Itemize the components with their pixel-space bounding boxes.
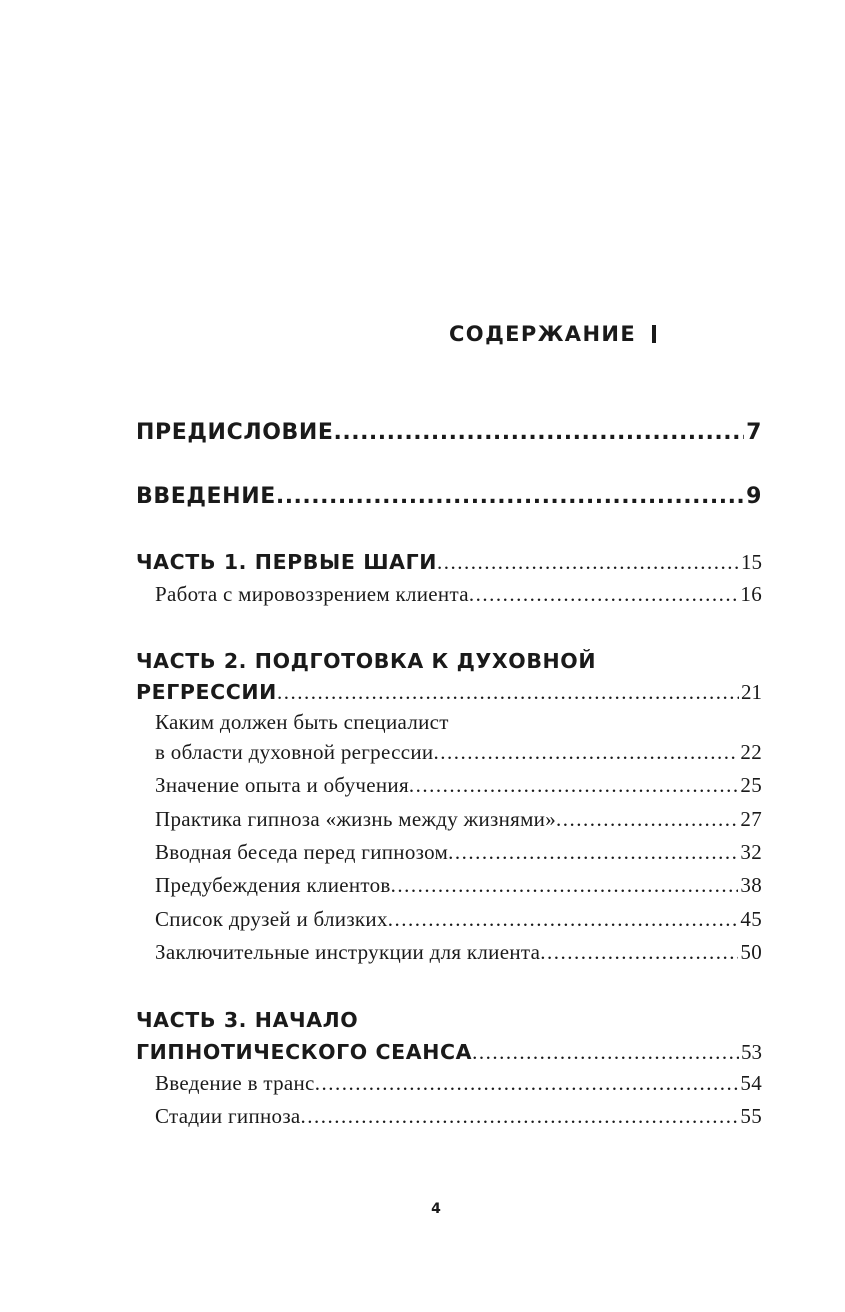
toc-entry-subsection [155, 582, 762, 607]
toc-entry-part-1 [136, 550, 762, 575]
toc-entry-page: 38 [740, 873, 762, 897]
leader-dots [277, 680, 739, 705]
toc-entry-subsection [155, 840, 762, 865]
toc-entry-page: 15 [741, 550, 762, 574]
toc-entry-title: Список друзей и близких [155, 907, 388, 931]
toc-entry-title: Работа с мировоззрением клиента [155, 582, 469, 606]
toc-entry-title: Стадии гипноза [155, 1104, 301, 1128]
toc-entry-subsection [155, 773, 762, 798]
toc-entry-page: 50 [740, 940, 762, 964]
page-number: 4 [431, 1201, 441, 1217]
toc-entry-subsection [155, 1071, 762, 1096]
toc-entry-title: ГИПНОТИЧЕСКОГО СЕАНСА [136, 1040, 473, 1064]
toc-entry-subsection [155, 740, 762, 765]
toc-entry-subsection [155, 907, 762, 932]
toc-entry-page: 7 [746, 420, 762, 445]
toc-heading-text: СОДЕРЖАНИЕ [449, 322, 637, 346]
leader-dots [409, 773, 738, 798]
toc-entry-title: Практика гипноза «жизнь между жизнями» [155, 807, 557, 831]
toc-entry-part-2 [136, 680, 762, 705]
toc-entry-page: 22 [740, 740, 762, 764]
heading-bar-mark [652, 325, 656, 343]
toc-entry-subsection [155, 807, 762, 832]
leader-dots [556, 807, 738, 832]
leader-dots [334, 420, 745, 445]
toc-entry-preface [136, 420, 762, 445]
toc-entry-subsection [155, 1104, 762, 1129]
toc-entry-page: 45 [740, 907, 762, 931]
leader-dots [448, 840, 738, 865]
toc-entry-title: Заключительные инструкции для клиента [155, 940, 541, 964]
toc-entry-page: 54 [740, 1071, 762, 1095]
toc-entry-part-2-line1: ЧАСТЬ 2. ПОДГОТОВКА К ДУХОВНОЙ [136, 649, 597, 673]
toc-entry-page: 9 [746, 484, 762, 509]
toc-entry-title: ВВЕДЕНИЕ [136, 484, 276, 509]
toc-entry-subsection [155, 873, 762, 898]
toc-entry-page: 53 [741, 1040, 762, 1064]
leader-dots [540, 940, 738, 965]
toc-entry-title: ЧАСТЬ 1. ПЕРВЫЕ ШАГИ [136, 550, 438, 574]
toc-entry-page: 25 [740, 773, 762, 797]
toc-entry-page: 21 [741, 680, 762, 704]
toc-entry-title: Вводная беседа перед гипнозом [155, 840, 449, 864]
toc-entry-title: Введение в транс [155, 1071, 315, 1095]
toc-entry-page: 32 [740, 840, 762, 864]
leader-dots [391, 873, 739, 898]
leader-dots [388, 907, 739, 932]
leader-dots [276, 484, 744, 509]
toc-entry-part-3 [136, 1040, 762, 1065]
toc-entry-title: в области духовной регрессии [155, 740, 434, 764]
toc-entry-title: ПРЕДИСЛОВИЕ [136, 420, 334, 445]
leader-dots [433, 740, 738, 765]
leader-dots [437, 550, 739, 575]
leader-dots [301, 1104, 739, 1129]
toc-heading [449, 322, 656, 346]
leader-dots [469, 582, 739, 607]
toc-entry-part-3-line1: ЧАСТЬ 3. НАЧАЛО [136, 1008, 359, 1032]
toc-entry-page: 27 [740, 807, 762, 831]
toc-entry-subsection-line1: Каким должен быть специалист [155, 710, 449, 734]
leader-dots [472, 1040, 739, 1065]
toc-entry-page: 16 [740, 582, 762, 606]
toc-entry-title: Предубеждения клиентов [155, 873, 391, 897]
toc-entry-title: Значение опыта и обучения [155, 773, 409, 797]
leader-dots [315, 1071, 739, 1096]
toc-entry-title: РЕГРЕССИИ [136, 680, 277, 704]
toc-entry-introduction [136, 484, 762, 509]
toc-entry-subsection [155, 940, 762, 965]
toc-entry-page: 55 [740, 1104, 762, 1128]
